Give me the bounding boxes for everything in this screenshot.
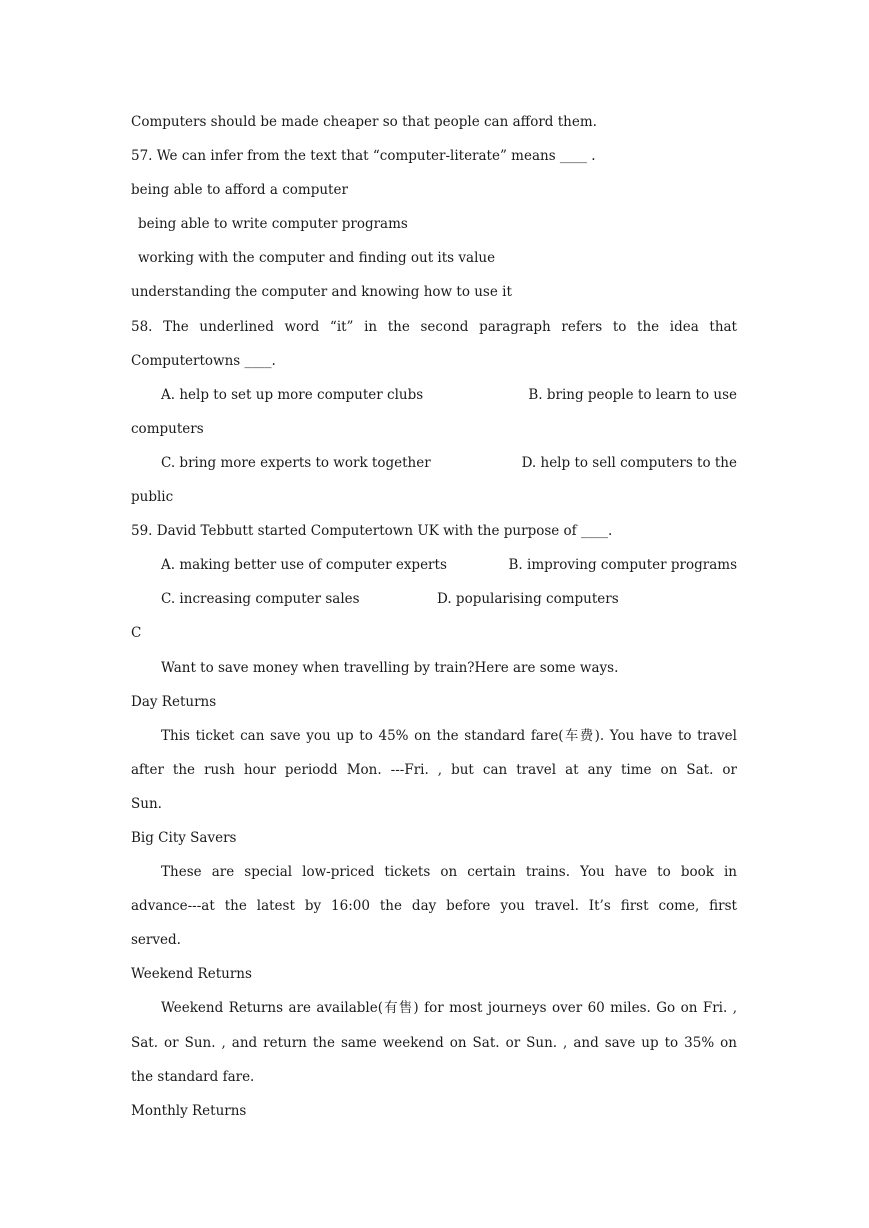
section-heading-c: C (131, 625, 142, 642)
options-59-cd (131, 588, 737, 622)
option-59-c: C. increasing computer sales (161, 591, 360, 608)
text-line: Computers should be made cheaper so that people can afford them. (131, 114, 597, 130)
option-57-a: being able to afford a computer (131, 182, 348, 199)
option-57-c: working with the computer and finding out its value (138, 250, 496, 267)
question-58-continued: Computertowns ____. (131, 352, 276, 369)
paragraph-line: served. (131, 932, 181, 949)
heading-monthly-returns: Monthly Returns (131, 1102, 247, 1119)
paragraph-line: advance---at the latest by 16:00 the day before you travel. It’s first come, first (131, 898, 737, 915)
paragraph-line: after the rush hour periodd Mon. ---Fri. , but can travel at any time on Sat. or (131, 761, 737, 778)
option-57-b: being able to write computer programs (138, 216, 408, 233)
document-page (131, 111, 737, 1134)
question-59: 59. David Tebbutt started Computertown UK with the purpose of ____. (131, 523, 613, 540)
option-58-d-continued: public (131, 489, 174, 506)
option-58-b-continued: computers (131, 420, 204, 437)
paragraph-line: Weekend Returns are available(有售) for most journeys over 60 miles. Go on Fri. , (161, 1000, 737, 1017)
paragraph-line: These are special low-priced tickets on certain trains. You have to book in (161, 864, 737, 881)
question-58: 58. The underlined word “it” in the second paragraph refers to the idea that (131, 318, 737, 335)
passage-intro: Want to save money when travelling by train?Here are some ways. (161, 659, 619, 676)
option-58-a: A. help to set up more computer clubs (161, 386, 424, 403)
option-58-b: B. bring people to learn to use (528, 386, 737, 403)
option-59-d: D. popularising computers (437, 591, 619, 608)
option-59-b: B. improving computer programs (508, 557, 737, 574)
options-58-cd (131, 452, 737, 486)
option-57-d: understanding the computer and knowing how to use it (131, 284, 512, 301)
paragraph-line: the standard fare. (131, 1068, 255, 1085)
heading-day-returns: Day Returns (131, 693, 217, 710)
question-57: 57. We can infer from the text that “computer-literate” means ____ . (131, 148, 596, 165)
options-58-ab (131, 384, 737, 418)
paragraph-line: Sat. or Sun. , and return the same weekend on Sat. or Sun. , and save up to 35% on (131, 1034, 737, 1051)
paragraph-line: Sun. (131, 795, 162, 812)
heading-weekend-returns: Weekend Returns (131, 966, 252, 983)
option-58-c: C. bring more experts to work together (161, 454, 431, 471)
paragraph-line: This ticket can save you up to 45% on the standard fare(车费). You have to travel (161, 727, 737, 744)
option-58-d: D. help to sell computers to the (521, 454, 737, 471)
options-59-ab (131, 554, 737, 588)
option-59-a: A. making better use of computer experts (161, 557, 447, 574)
heading-big-city-savers: Big City Savers (131, 829, 237, 846)
